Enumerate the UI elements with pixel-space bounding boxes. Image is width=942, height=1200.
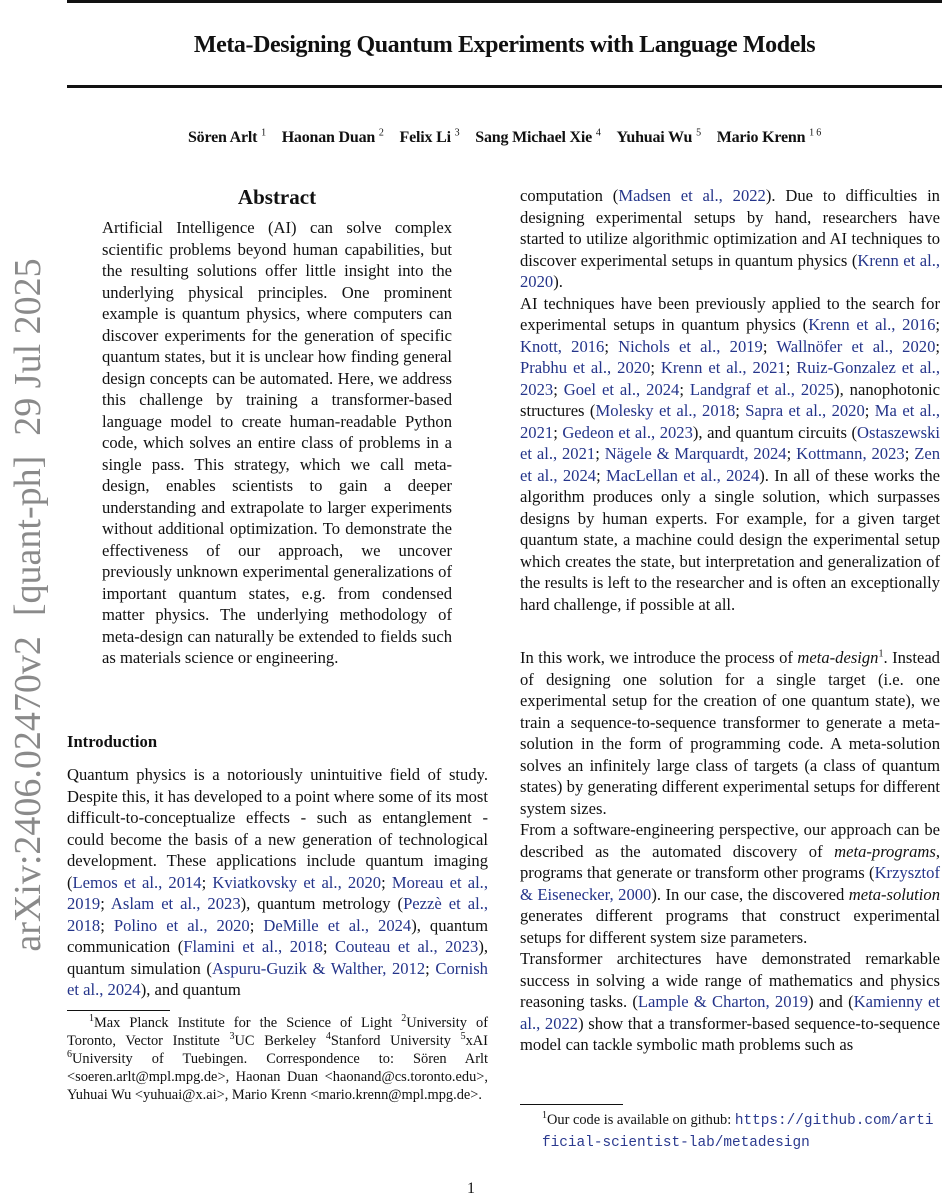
citation-link[interactable]: Madsen et al., 2022 xyxy=(618,186,766,205)
arxiv-id: arXiv:2406.02470v2 xyxy=(7,636,49,952)
body-text: ; xyxy=(786,444,797,463)
body-text: ; xyxy=(322,937,336,956)
citation-link[interactable]: Landgraf et al., 2025 xyxy=(689,379,835,399)
arxiv-stamp xyxy=(3,245,53,965)
author xyxy=(400,129,460,146)
affiliation: Max Planck Institute for the Science of Light xyxy=(94,1015,402,1031)
body-text: ). In our case, the discovered xyxy=(651,884,849,904)
body-text: . Instead of designing one solution for a single target (i.e. one experimental setup for the creation of one quantum state), we train a sequence-to-sequence transformer to generate a meta-solution in the form of programming code. A meta-solution solves an infinitely large class of targets (a class of quantum states) by generating different experimental setups for different system sizes. xyxy=(520,648,940,818)
title-rule xyxy=(67,85,942,88)
body-text: Transformer architectures have demonstrated remarkable success in solving a wide range of mathematics and physics reasoning tasks. ( xyxy=(520,949,940,1011)
author xyxy=(282,129,384,146)
author-name: Yuhuai Wu xyxy=(616,129,693,147)
arxiv-category: [quant-ph] xyxy=(7,455,49,617)
body-text: ; xyxy=(595,444,605,463)
body-text: ), quantum metrology ( xyxy=(240,894,404,913)
author xyxy=(617,129,701,146)
citation-link[interactable]: Gedeon et al., 2023 xyxy=(562,422,693,442)
citation-link[interactable]: MacLellan et al., 2024 xyxy=(606,465,760,485)
citation-link[interactable]: Ma et al., 2021 xyxy=(520,401,941,442)
body-text: ; xyxy=(100,894,111,913)
top-rule xyxy=(67,0,942,3)
body-text: From a software-engineering perspective, our approach can be described as the automated discovery of xyxy=(520,820,940,861)
citation-link[interactable]: Pezzè et al., 2018 xyxy=(67,894,488,935)
emphasis-term: meta-programs xyxy=(834,841,936,861)
body-text: ), quantum simulation ( xyxy=(67,937,489,978)
body-text: ; xyxy=(425,958,436,978)
citation-link[interactable]: Moreau et al., 2019 xyxy=(67,872,488,913)
affiliation-marker: 5 xyxy=(696,128,701,139)
author-name: Haonan Duan xyxy=(281,129,376,147)
citation-link[interactable]: Polino et al., 2020 xyxy=(113,915,250,935)
citation-link[interactable]: Kottmann, 2023 xyxy=(796,444,905,463)
body-text: ; xyxy=(904,444,915,463)
citation-link[interactable]: Flamini et al., 2018 xyxy=(183,937,323,956)
body-text: ; xyxy=(201,872,213,892)
citation-link[interactable]: Kamienny et al., 2022 xyxy=(520,992,941,1033)
body-text: ) show that a transformer-based sequence-to-sequence model can tackle symbolic math problems such as xyxy=(520,1013,940,1054)
body-text: ; xyxy=(553,422,563,442)
body-text: ; xyxy=(381,872,392,892)
github-url-link[interactable]: https://github.com/artificial-scientist-lab/metadesign xyxy=(542,1113,934,1151)
body-text: ). xyxy=(553,272,563,291)
author-name: Mario Krenn xyxy=(716,129,806,147)
correspondence: University of Tuebingen. Correspondence to: Sören Arlt <soeren.arlt@mpl.mpg.de>, Haonan Duan <haonand@cs.toronto.edu>, Yuhuai Wu <yuhuai@x.ai>, Mario Krenn <mario.krenn@mpl.mpg.de>. xyxy=(67,1051,488,1103)
intro-paragraph-1-continued xyxy=(520,185,940,293)
citation-link[interactable]: Couteau et al., 2023 xyxy=(335,937,479,956)
footnote-ref[interactable]: 1 xyxy=(878,648,884,660)
body-text: ; xyxy=(679,379,690,399)
body-text: ; xyxy=(935,315,940,334)
citation-link[interactable]: Krzysztof & Eisenecker, 2000 xyxy=(520,863,940,904)
footnote-marker: 6 xyxy=(67,1049,72,1061)
footnote-marker: 5 xyxy=(460,1031,466,1043)
body-text: ; xyxy=(604,336,619,356)
affiliation: xAI xyxy=(465,1033,488,1049)
author-list xyxy=(67,124,942,148)
intro-paragraph-3 xyxy=(520,647,940,819)
intro-paragraph-1 xyxy=(67,764,488,1001)
emphasis-term: meta-design xyxy=(797,648,879,667)
body-text: ), nanophotonic structures ( xyxy=(520,379,941,420)
citation-link[interactable]: Nichols et al., 2019 xyxy=(618,336,763,356)
author xyxy=(475,129,600,146)
page-number: 1 xyxy=(467,1180,475,1197)
body-text: ) and ( xyxy=(808,992,854,1011)
footnote-marker: 2 xyxy=(401,1013,407,1025)
affiliation-marker: 1 xyxy=(261,128,266,139)
body-text: AI techniques have been previously applied to the search for experimental setups in quantum physics ( xyxy=(520,293,940,334)
citation-link[interactable]: Ostaszewski et al., 2021 xyxy=(520,422,940,463)
paper-title: Meta-Designing Quantum Experiments with Language Models xyxy=(193,32,816,58)
footnote-marker: 1 xyxy=(89,1013,94,1025)
affiliation-marker: 3 xyxy=(454,128,460,139)
citation-link[interactable]: Krenn et al., 2021 xyxy=(660,358,786,377)
footnote-text xyxy=(520,1110,940,1154)
introduction-heading: Introduction xyxy=(67,732,158,751)
intro-paragraph-2 xyxy=(520,293,940,616)
affiliation-marker: 2 xyxy=(378,128,384,139)
body-text: ). Due to difficulties in designing experimental setups by hand, researchers have started to utilize algorithmic optimization and AI techniques to discover experimental setups in quantum physics ( xyxy=(520,186,940,270)
body-text: Quantum physics is a notoriously unintuitive field of study. Despite this, it has developed to a point where some of its most difficult-to-conceptualize effects - such as entanglement - could become the basis of a new generation of technological development. These applications include quantum imaging ( xyxy=(67,765,488,892)
footnote-rule xyxy=(520,1104,623,1105)
author xyxy=(717,129,821,146)
body-text: ), quantum communication ( xyxy=(67,915,488,956)
affiliation-marker: 4 xyxy=(595,128,601,139)
body-text: ; xyxy=(100,915,114,935)
body-text: ). In all of these works the algorithm produces only a single solution, which surpasses designs by human experts. For example, for a given target quantum state, a machine could design the experimental setup which creates the state, but interpretation and generalization of the results is left to the researcher and is often an exceptionally hard challenge, if possible at all. xyxy=(520,465,941,614)
right-column xyxy=(520,185,940,1056)
citation-link[interactable]: Aslam et al., 2023 xyxy=(110,894,241,913)
citation-link[interactable]: Sapra et al., 2020 xyxy=(745,401,865,420)
abstract-heading: Abstract xyxy=(237,185,317,209)
body-text: ), and quantum circuits ( xyxy=(692,422,858,442)
citation-link[interactable]: Zen et al., 2024 xyxy=(520,444,941,485)
body-text: ; xyxy=(249,915,264,935)
body-text: computation ( xyxy=(520,186,619,205)
body-text: ; xyxy=(650,358,661,377)
author-name: Sang Michael Xie xyxy=(475,129,593,147)
body-text: ), and quantum xyxy=(140,980,241,999)
body-text: ; xyxy=(596,465,607,485)
citation-link[interactable]: DeMille et al., 2024 xyxy=(263,915,412,935)
footnote-body: Our code is available on github: xyxy=(547,1112,735,1128)
affiliations-footnote xyxy=(67,1014,488,1104)
citation-link[interactable]: Cornish et al., 2024 xyxy=(67,958,488,999)
footnote-marker: 1 xyxy=(542,1110,547,1122)
abstract-text: Artificial Intelligence (AI) can solve complex scientific problems beyond human capabilities, but the resulting solutions offer little insight into the underlying physical principles. One prominent example is quantum physics, where computers can discover experiments for the generation of specific quantum states, but it is unclear how finding general design concepts can be automated. Here, we address this challenge by training a transformer-based language model to create human-readable Python code, which solves an entire class of problems in a single pass. This strategy, which we call meta-design, enables scientists to gain a deeper understanding and extrapolate to larger experiments without additional optimization. To demonstrate the effectiveness of our approach, we uncover previously unknown experimental generalizations of important quantum states, e.g. from condensed matter physics. The underlying methodology of meta-design can naturally be extended to fields such as materials science or engineering. xyxy=(102,218,452,667)
affiliation: Stanford University xyxy=(330,1033,461,1049)
affiliation-marker: 1 6 xyxy=(809,128,822,139)
citation-link[interactable]: Krenn et al., 2016 xyxy=(808,315,936,334)
citation-link[interactable]: Aspuru-Guzik & Walther, 2012 xyxy=(211,958,426,978)
body-text: ; xyxy=(735,401,746,420)
affiliation: University of Toronto, Vector Institute xyxy=(67,1015,488,1049)
author-name: Sören Arlt xyxy=(187,129,258,147)
body-text: ; xyxy=(553,379,564,399)
footnote-rule xyxy=(67,1010,170,1011)
body-text: ; xyxy=(935,336,940,356)
body-text: generates different programs that construct experimental setups for different system size parameters. xyxy=(520,906,940,947)
author xyxy=(188,129,266,146)
body-text: ; xyxy=(864,401,875,420)
body-text: In this work, we introduce the process of xyxy=(520,648,798,667)
citation-link[interactable]: Goel et al., 2024 xyxy=(563,379,680,399)
arxiv-date: 29 Jul 2025 xyxy=(7,258,49,436)
author-name: Felix Li xyxy=(399,129,451,147)
citation-link[interactable]: Molesky et al., 2018 xyxy=(595,401,736,420)
citation-link[interactable]: Wallnöfer et al., 2020 xyxy=(776,336,936,356)
citation-link[interactable]: Lample & Charton, 2019 xyxy=(637,992,809,1011)
emphasis-term: meta-solution xyxy=(848,884,940,904)
intro-paragraph-4 xyxy=(520,819,940,948)
intro-paragraph-5 xyxy=(520,948,940,1056)
citation-link[interactable]: Nägele & Marquardt, 2024 xyxy=(604,444,787,463)
citation-link[interactable]: Kviatkovsky et al., 2020 xyxy=(212,872,382,892)
citation-link[interactable]: Krenn et al., 2020 xyxy=(520,250,940,291)
citation-link[interactable]: Knott, 2016 xyxy=(520,336,605,356)
body-text: ; xyxy=(762,336,777,356)
citation-link[interactable]: Ruiz-Gonzalez et al., 2023 xyxy=(520,358,940,399)
footnote-marker: 3 xyxy=(229,1031,235,1043)
footnote-marker: 4 xyxy=(325,1031,331,1043)
code-footnote xyxy=(520,1110,940,1154)
citation-link[interactable]: Prabhu et al., 2020 xyxy=(520,358,651,377)
body-text: , programs that generate or transform other programs ( xyxy=(520,841,940,882)
body-text: ; xyxy=(785,358,797,377)
affiliation: UC Berkeley xyxy=(234,1033,326,1049)
citation-link[interactable]: Lemos et al., 2014 xyxy=(72,872,202,892)
